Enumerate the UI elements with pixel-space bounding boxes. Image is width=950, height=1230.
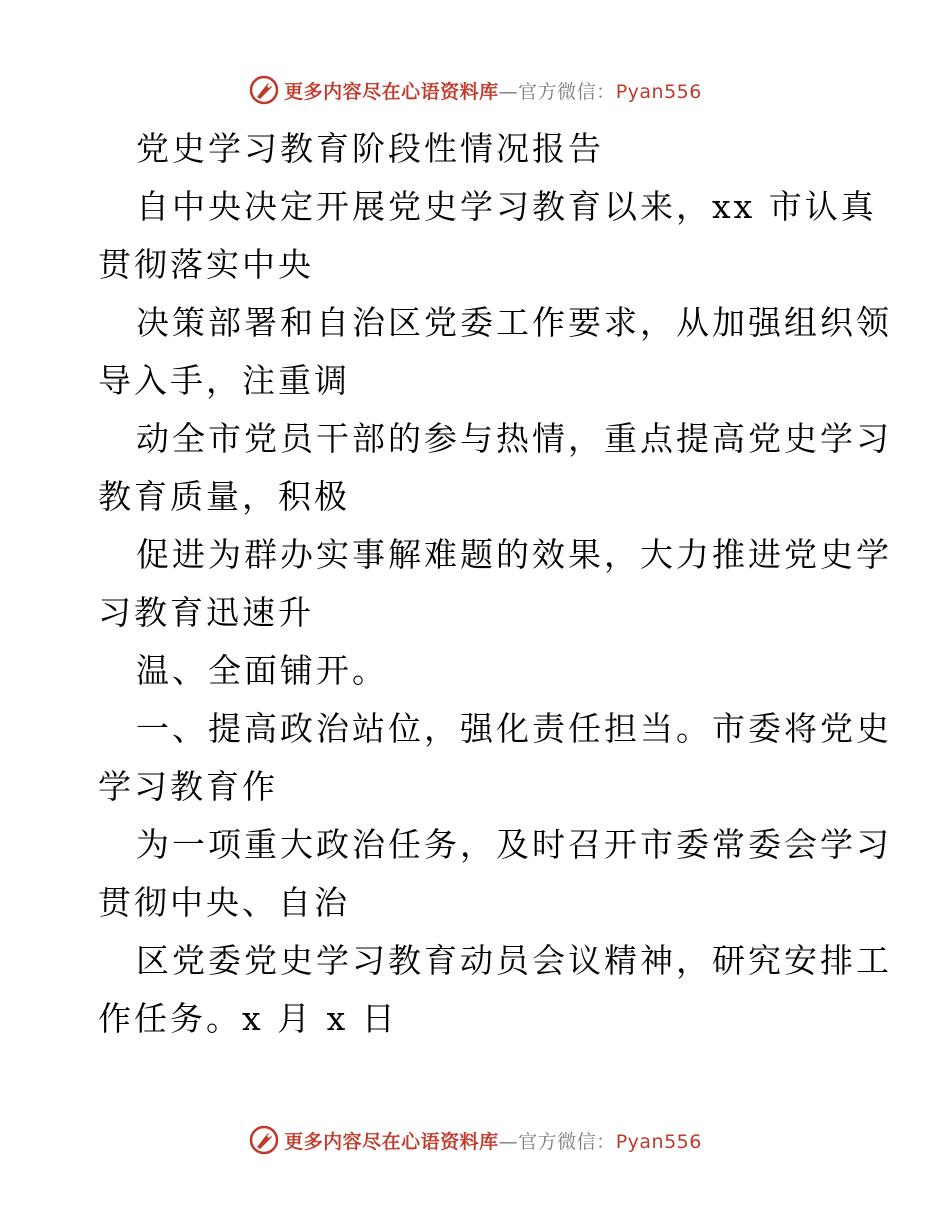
text-line: 为一项重大政治任务，及时召开市委常委会学习 — [136, 825, 892, 864]
document-body — [98, 120, 892, 1048]
header-promo-text: 更多内容尽在心语资料库 — [284, 80, 499, 103]
document-title: 党史学习教育阶段性情况报告 — [136, 129, 604, 168]
text-line: 自中央决定开展党史学习教育以来，xx 市认真 — [136, 187, 877, 226]
text-line: 教育质量，积极 — [98, 477, 350, 516]
footer-wechat-id: Pyan556 — [615, 1130, 702, 1153]
header-wechat-id: Pyan556 — [615, 80, 702, 103]
text-line: 贯彻中央、自治 — [98, 883, 350, 922]
header-banner-text — [284, 77, 702, 104]
text-line: 决策部署和自治区党委工作要求，从加强组织领 — [136, 303, 892, 342]
text-line: 作任务。x 月 x 日 — [98, 999, 398, 1038]
section-heading-line: 一、提高政治站位，强化责任担当。市委将党史 — [136, 709, 892, 748]
text-line: 区党委党史学习教育动员会议精神，研究安排工 — [136, 941, 892, 980]
text-line: 动全市党员干部的参与热情，重点提高党史学习 — [136, 419, 892, 458]
header-official-label: 官方微信： — [518, 80, 616, 103]
footer-official-label: 官方微信： — [518, 1130, 616, 1153]
text-line: 温、全面铺开。 — [136, 651, 388, 690]
text-line: 贯彻落实中央 — [98, 245, 314, 284]
text-line: 导入手，注重调 — [98, 361, 350, 400]
text-line: 促进为群办实事解难题的效果，大力推进党史学 — [136, 535, 892, 574]
footer-promo-text: 更多内容尽在心语资料库 — [284, 1130, 499, 1153]
header-banner — [0, 70, 950, 110]
text-line: 习教育迅速升 — [98, 593, 314, 632]
header-dash: — — [498, 80, 519, 103]
pen-nib-logo-icon — [248, 1124, 280, 1156]
text-line: 学习教育作 — [98, 767, 278, 806]
footer-banner-text — [284, 1127, 702, 1154]
footer-banner — [0, 1120, 950, 1160]
pen-nib-logo-icon — [248, 74, 280, 106]
footer-dash: — — [498, 1130, 519, 1153]
